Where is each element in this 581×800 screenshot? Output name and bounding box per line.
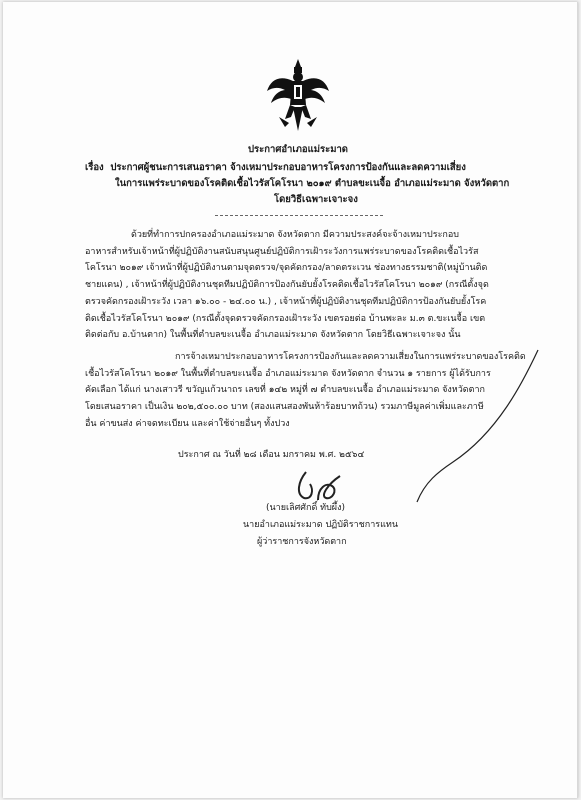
subject-line-2: ในการแพร่ระบาดของโรคติดเชื้อไวรัสโคโรนา ๒๐๑๙ ตำบลขะเนจื้อ อำเภอแม่ระมาด จังหวัดตาก xyxy=(115,178,510,189)
subject-line-3: โดยวิธีเฉพาะเจาะจง xyxy=(274,194,358,205)
paragraph-1-line: ชายแดน) , เจ้าหน้าที่ผู้ปฏิบัติงานชุดทีมปฏิบัติการป้องกันยับยั้งโรคติดเชื้อไวรัสโคโรนา ๒๐๑๙ (กรณีตั้งจุด xyxy=(85,280,489,291)
paragraph-2-line: เชื้อไวรัสโคโรนา ๒๐๑๙ ในพื้นที่ตำบลขะเนจื้อ อำเภอแม่ระมาด จังหวัดตาก จำนวน ๑ รายการ ผู้ได้รับการ xyxy=(85,368,491,379)
subject-text-1: ประกาศผู้ชนะการเสนอราคา จ้างเหมาประกอบอาหารโครงการป้องกันและลดความเสี่ยง xyxy=(110,162,466,173)
paragraph-1-line: ด้วยที่ทำการปกครองอำเภอแม่ระมาด จังหวัดตาก มีความประสงค์จะจ้างเหมาประกอบ xyxy=(131,230,459,240)
handwritten-line-mark xyxy=(413,342,543,512)
paragraph-1-line: ตรวจคัดกรองเฝ้าระวัง เวลา ๑๖.๐๐ - ๒๔.๐๐ น.) , เจ้าหน้าที่ผู้ปฏิบัติงานชุดทีมปฏิบัติการป้องกันยับยั้งโรค xyxy=(85,296,487,307)
header-divider xyxy=(215,215,383,216)
paragraph-1-line: ติดเชื้อไวรัสโคโรนา ๒๐๑๙ (กรณีตั้งจุดตรวจคัดกรองเฝ้าระวัง เขตรอยต่อ บ้านพะละ ม.๓ ต.ขะเนจื้อ เขต xyxy=(85,313,486,324)
signer-position: นายอำเภอแม่ระมาด ปฏิบัติราชการแทน xyxy=(243,520,398,530)
paragraph-2-line: โดยเสนอราคา เป็นเงิน ๒๐๒,๕๐๐.๐๐ บาท (สองแสนสองพันห้าร้อยบาทถ้วน) รวมภาษีมูลค่าเพิ่มและภาษี xyxy=(85,402,484,413)
paragraph-2-line: คัดเลือก ได้แก่ นางเสาวรี ขวัญแก้วนาถร เลขที่ ๑๔๒ หมู่ที่ ๗ ตำบลขะเนจื้อ อำเภอแม่ระมาด จังหวัดตาก xyxy=(85,385,485,396)
paragraph-2-line: อื่น ค่าขนส่ง ค่าจดทะเบียน และค่าใช้จ่ายอื่นๆ ทั้งปวง xyxy=(85,418,290,429)
subject-line-1 xyxy=(85,160,466,175)
document-page xyxy=(3,2,578,798)
announcement-title: ประกาศอำเภอแม่ระมาด xyxy=(248,144,348,155)
paragraph-1 xyxy=(85,227,515,344)
garuda-emblem-icon xyxy=(265,57,331,133)
announcement-date: ประกาศ ณ วันที่ ๒๘ เดือน มกราคม พ.ศ. ๒๕๖๔ xyxy=(178,450,365,460)
signer-authority: ผู้ว่าราชการจังหวัดตาก xyxy=(257,537,347,547)
paragraph-1-line: ติดต่อกับ อ.บ้านตาก) ในพื้นที่ตำบลขะเนจื้อ อำเภอแม่ระมาด จังหวัดตาก โดยวิธีเฉพาะเจาะจง นั้น xyxy=(85,330,461,341)
paragraph-1-line: อาหารสำหรับเจ้าหน้าที่ผู้ปฏิบัติงานสนับสนุนศูนย์ปฏิบัติการเฝ้าระวังการแพร่ระบาดของโรคติดเชื้อไวรัส xyxy=(85,246,479,257)
subject-label: เรื่อง xyxy=(85,162,104,173)
signer-name: (นายเลิศศักดิ์ ทับผึ้ง) xyxy=(266,503,345,513)
paragraph-2-line: การจ้างเหมาประกอบอาหารโครงการป้องกันและลดความเสี่ยงในการแพร่ระบาดของโรคติด xyxy=(175,352,526,362)
paragraph-1-line: โคโรนา ๒๐๑๙ เจ้าหน้าที่ผู้ปฏิบัติงานตามจุดตรวจ/จุดคัดกรอง/ลาดตระเวน ช่องทางธรรมชาติ(หมู่บ้านติด xyxy=(85,263,488,274)
